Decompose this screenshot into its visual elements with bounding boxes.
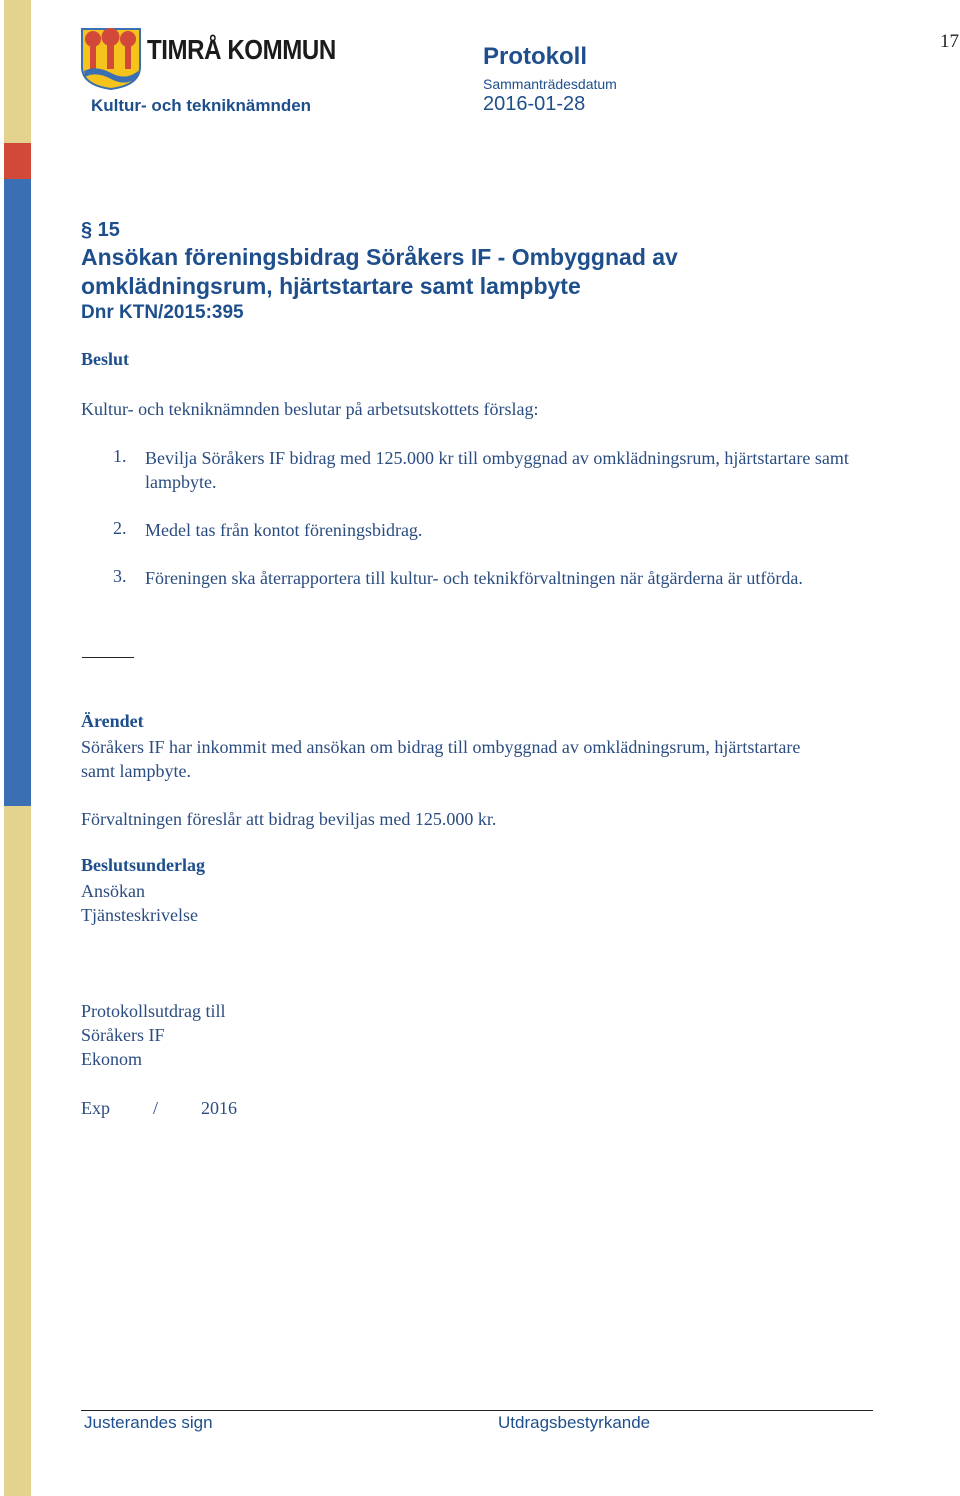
expedition-slash: /	[153, 1098, 159, 1118]
margin-strip-gold-top	[4, 0, 31, 143]
margin-strip-red	[4, 143, 31, 179]
committee-name: Kultur- och tekniknämnden	[91, 96, 312, 115]
meeting-date-value: 2016-01-28	[483, 93, 586, 115]
margin-strip-blue	[4, 179, 31, 806]
meeting-date-label: Sammanträdesdatum	[483, 76, 617, 92]
administration-proposal: Förvaltningen föreslår att bidrag beviljas med 125.000 kr.	[81, 809, 497, 829]
list-item-number: 3.	[113, 566, 127, 586]
decision-list-item	[113, 518, 853, 542]
distribution-item: Söråkers IF	[81, 1025, 165, 1045]
basis-heading: Beslutsunderlag	[81, 855, 206, 875]
diary-number: Dnr KTN/2015:395	[81, 302, 244, 323]
list-item-text: Bevilja Söråkers IF bidrag med 125.000 kr till ombyggnad av omklädningsrum, hjärtstartare samt lampbyte.	[145, 448, 849, 492]
expedition-label: Exp	[81, 1098, 110, 1118]
adjuster-signature-label: Justerandes sign	[84, 1413, 213, 1432]
municipality-crest-logo	[80, 27, 142, 91]
list-item-number: 2.	[113, 518, 127, 538]
certification-label: Utdragsbestyrkande	[498, 1413, 651, 1432]
list-item-number: 1.	[113, 446, 127, 466]
distribution-item: Ekonom	[81, 1049, 142, 1069]
decision-heading: Beslut	[81, 349, 130, 369]
basis-item: Ansökan	[81, 881, 145, 901]
expedition-year: 2016	[201, 1098, 237, 1118]
document-type: Protokoll	[483, 43, 588, 70]
basis-item: Tjänsteskrivelse	[81, 905, 198, 925]
matter-heading: Ärendet	[81, 711, 144, 731]
paragraph-number: § 15	[81, 219, 120, 241]
signature-line	[81, 1410, 873, 1411]
list-item-text: Medel tas från kontot föreningsbidrag.	[145, 520, 423, 540]
decision-intro: Kultur- och tekniknämnden beslutar på arbetsutskottets förslag:	[81, 399, 539, 419]
matter-text: Söråkers IF har inkommit med ansökan om bidrag till ombyggnad av omklädningsrum, hjärtstartare samt lampbyte.	[81, 737, 801, 781]
list-item-text: Föreningen ska återrapportera till kultur- och teknikförvaltningen när åtgärderna är utförda.	[145, 568, 803, 588]
section-divider	[82, 657, 134, 658]
page-number: 17	[940, 31, 959, 52]
item-title: Ansökan föreningsbidrag Söråkers IF - Ombyggnad av omklädningsrum, hjärtstartare samt lampbyte	[81, 244, 678, 299]
decision-list-item	[113, 446, 853, 494]
distribution-heading: Protokollsutdrag till	[81, 1001, 226, 1021]
brand-name: TIMRÅ KOMMUN	[147, 34, 336, 65]
margin-strip-gold-bottom	[4, 806, 31, 1496]
decision-list-item	[113, 566, 853, 590]
